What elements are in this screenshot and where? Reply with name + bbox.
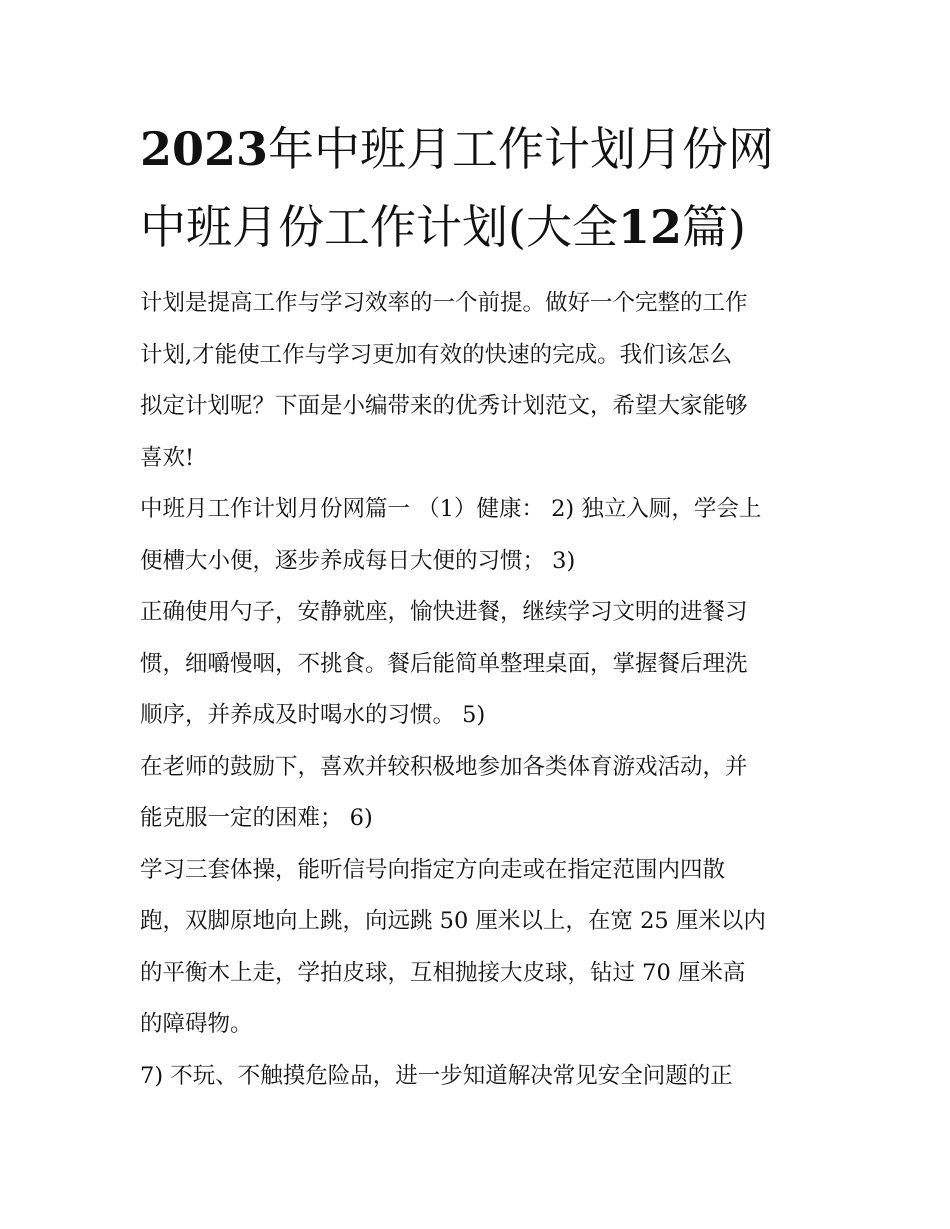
text-line: 跑，双脚原地向上跳，向远跳 50 厘米以上，在宽 25 厘米以内	[140, 908, 766, 934]
section-one-heading-paragraph	[140, 484, 812, 587]
text-line: 能克服一定的困难； 6)	[140, 805, 373, 831]
title-line-2-pre: 中班月份工作计划(大全	[140, 200, 618, 254]
text-line: 学习三套体操，能听信号向指定方向走或在指定范围内四散	[140, 856, 726, 883]
text-line: 便槽大小便，逐步养成每日大便的习惯； 3)	[140, 547, 576, 574]
document-body	[140, 278, 812, 1102]
title-year: 2023	[140, 122, 269, 176]
text-line: 计划,才能使工作与学习更加有效的快速的完成。我们该怎么	[140, 341, 733, 368]
intro-paragraph	[140, 278, 812, 484]
text-line: 的障碍物。	[140, 1011, 253, 1037]
sports-activities-paragraph	[140, 742, 812, 845]
exercise-skills-paragraph	[140, 845, 812, 1051]
title-line-2-post: 篇)	[681, 200, 746, 254]
title-count: 12	[617, 200, 682, 254]
title-line-1	[140, 110, 812, 188]
document-page	[140, 110, 812, 1102]
title-line-2	[140, 188, 812, 266]
text-line: 7) 不玩、不触摸危险品，进一步知道解决常见安全问题的正	[140, 1062, 733, 1089]
text-line: 正确使用勺子，安静就座，愉快进餐，继续学习文明的进餐习	[140, 599, 748, 625]
safety-paragraph	[140, 1051, 812, 1103]
text-line: 拟定计划呢？下面是小编带来的优秀计划范文，希望大家能够	[140, 393, 748, 419]
title-line-1-text: 年中班月工作计划月份网	[268, 122, 775, 176]
text-line: 在老师的鼓励下，喜欢并较积极地参加各类体育游戏活动，并	[140, 753, 748, 780]
text-line: 计划是提高工作与学习效率的一个前提。做好一个完整的工作	[140, 290, 748, 316]
text-line: 惯，细嚼慢咽，不挑食。餐后能简单整理桌面，掌握餐后理洗	[140, 650, 748, 677]
text-line: 顺序，并养成及时喝水的习惯。 5)	[140, 702, 486, 728]
text-line: 的平衡木上走，学拍皮球，互相抛接大皮球，钻过 70 厘米高	[140, 959, 746, 986]
document-title	[140, 110, 812, 266]
text-line: 喜欢!	[140, 444, 195, 471]
text-line: 中班月工作计划月份网篇一 （1）健康： 2) 独立入厕，学会上	[140, 496, 762, 522]
dining-habits-paragraph	[140, 587, 812, 742]
